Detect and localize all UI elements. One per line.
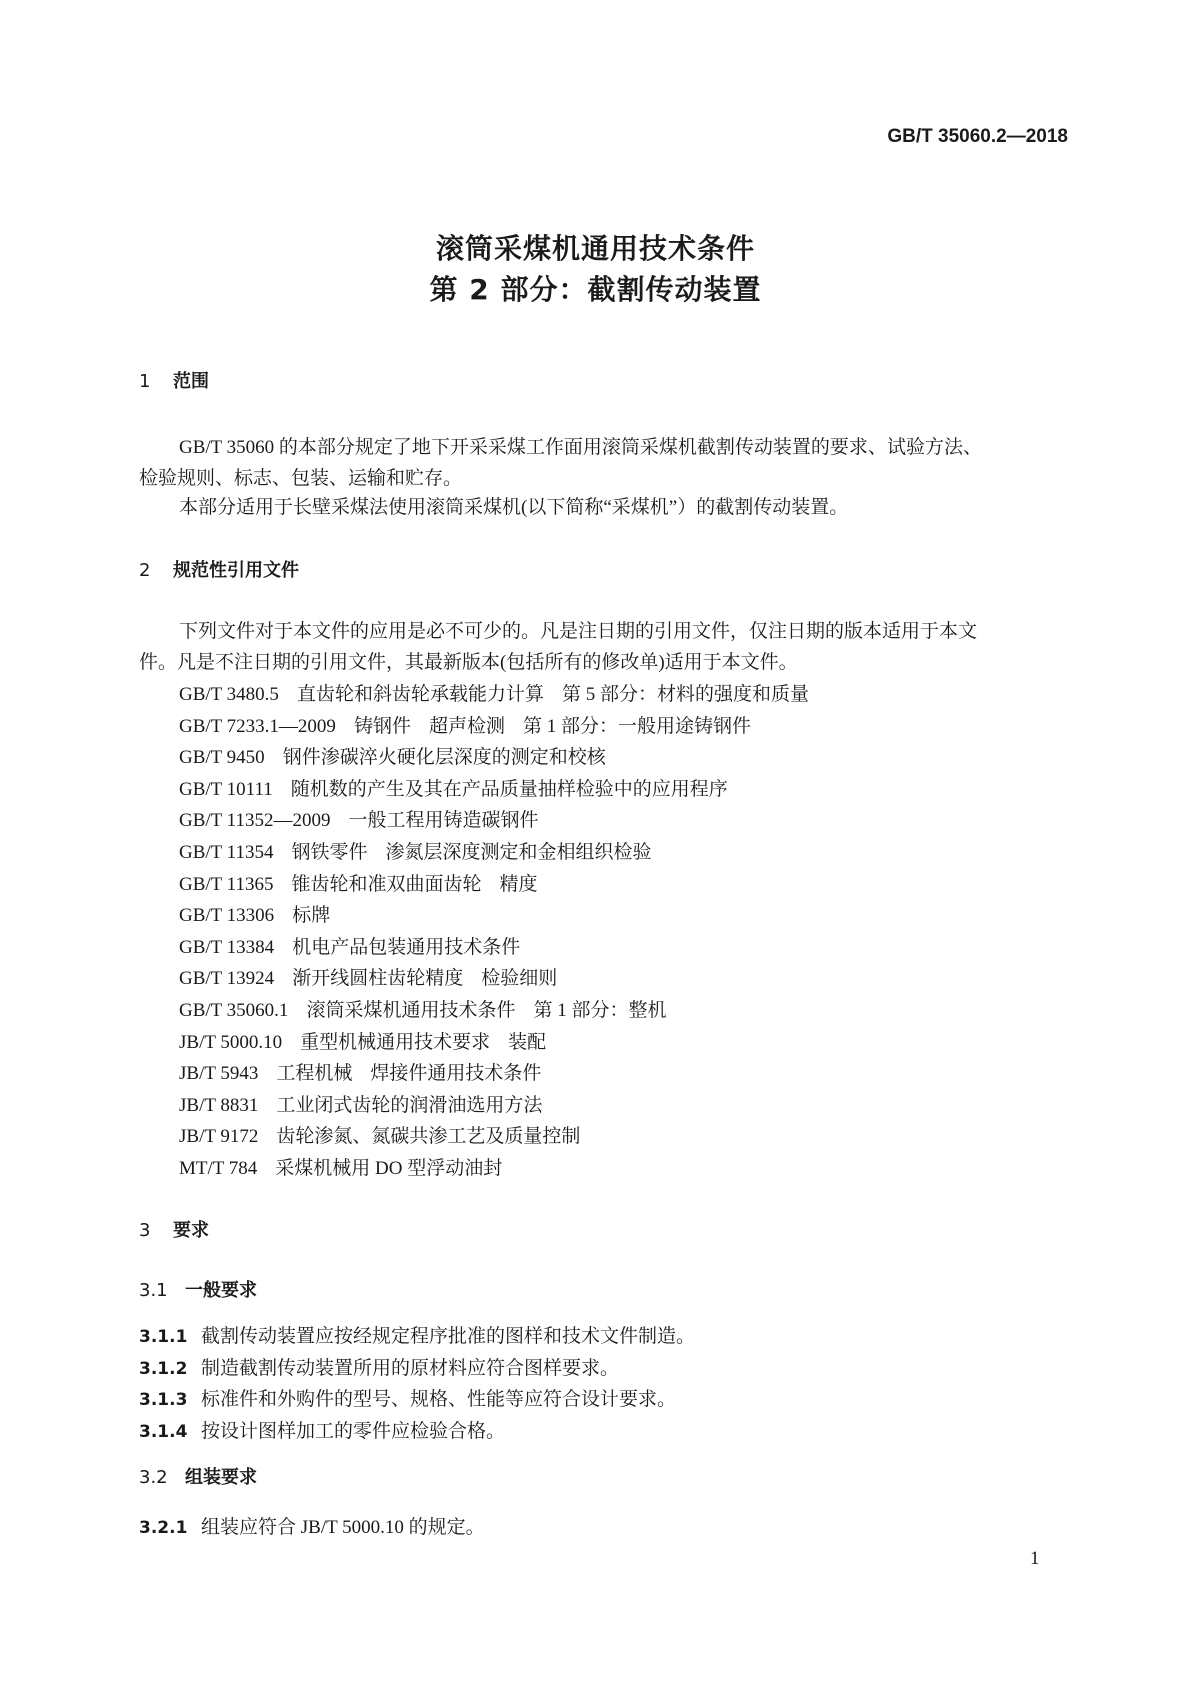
reference-code: GB/T 11365	[179, 873, 274, 895]
clause-text: 截割传动装置应按经规定程序批准的图样和技术文件制造。	[201, 1326, 696, 1347]
reference-code: GB/T 3480.5	[179, 684, 279, 705]
clause-item	[139, 1420, 505, 1444]
reference-title: 铸钢件	[353, 715, 411, 737]
reference-title: 重型机械通用技术要求	[300, 1031, 491, 1053]
reference-title: 直齿轮和斜齿轮承载能力计算	[296, 684, 544, 705]
subsection-3-2-heading	[139, 1466, 257, 1490]
reference-title: 渗氮层深度测定和金相组织检验	[385, 842, 652, 863]
clause-text: 组装应符合 JB/T 5000.10 的规定。	[201, 1517, 485, 1538]
reference-item	[179, 683, 827, 707]
reference-title: 机电产品包装通用技术条件	[292, 936, 521, 958]
reference-code: GB/T 9450	[179, 747, 265, 769]
paragraph-line: 检验规则、标志、包装、运输和贮存。	[139, 468, 463, 489]
paragraph-line: GB/T 35060 的本部分规定了地下开采采煤工作面用滚筒采煤机截割传动装置的要求、试验方法、	[179, 437, 982, 458]
section-title: 规范性引用文件	[173, 560, 299, 581]
section-title: 组装要求	[185, 1467, 257, 1488]
reference-title: 随机数的产生及其在产品质量抽样检验中的应用程序	[290, 778, 728, 800]
page-number: 1	[1030, 1548, 1040, 1569]
reference-title: 第 1 部分：一般用途铸钢件	[522, 715, 751, 737]
reference-item	[179, 809, 557, 833]
reference-title: 第 1 部分：整机	[533, 1000, 667, 1021]
clause-item	[139, 1516, 485, 1540]
document-subtitle: 第 2 部分：截割传动装置	[429, 273, 762, 306]
reference-item	[179, 873, 556, 897]
reference-title: 钢件渗碳淬火硬化层深度的测定和校核	[282, 747, 606, 769]
reference-item	[179, 746, 624, 770]
reference-item	[179, 1157, 520, 1181]
clause-item	[139, 1388, 676, 1412]
section-number: 3.1	[139, 1280, 168, 1301]
reference-item	[179, 999, 684, 1023]
section-number: 2	[139, 560, 151, 581]
reference-item	[179, 715, 769, 739]
reference-item	[179, 841, 670, 865]
section-number: 3.2	[139, 1467, 168, 1488]
reference-item	[179, 904, 348, 928]
paragraph-line: 下列文件对于本文件的应用是必不可少的。凡是注日期的引用文件，仅注日期的版本适用于本文	[179, 621, 978, 642]
clause-number: 3.1.3	[139, 1390, 188, 1411]
reference-title: 钢铁零件	[291, 842, 368, 863]
clause-item	[139, 1357, 619, 1381]
clause-number: 3.2.1	[139, 1518, 188, 1538]
section-title: 一般要求	[185, 1280, 257, 1301]
reference-code: GB/T 13924	[179, 968, 275, 990]
clause-number: 3.1.4	[139, 1421, 188, 1442]
reference-code: JB/T 5000.10	[179, 1031, 283, 1053]
reference-title: 齿轮渗氮、氮碳共渗工艺及质量控制	[276, 1126, 581, 1148]
reference-item	[179, 967, 575, 991]
reference-title: 装配	[508, 1031, 547, 1053]
reference-item	[179, 936, 538, 960]
reference-code: GB/T 11354	[179, 842, 274, 863]
reference-title: 超声检测	[428, 715, 505, 737]
clause-number: 3.1.1	[139, 1327, 188, 1347]
reference-title: 第 5 部分：材料的强度和质量	[561, 684, 809, 705]
clause-item	[139, 1325, 695, 1349]
reference-item	[179, 1031, 564, 1055]
reference-title: 采煤机械用 DO 型浮动油封	[275, 1158, 503, 1179]
section-title: 范围	[173, 371, 209, 392]
clause-text: 标准件和外购件的型号、规格、性能等应符合设计要求。	[201, 1389, 677, 1411]
section-number: 1	[139, 371, 151, 392]
reference-title: 精度	[499, 873, 538, 895]
reference-code: GB/T 11352—2009	[179, 810, 331, 832]
section-3-heading	[139, 1219, 209, 1243]
reference-title: 工程机械	[276, 1063, 353, 1085]
reference-code: GB/T 13306	[179, 905, 275, 927]
paragraph-line: 本部分适用于长壁采煤法使用滚筒采煤机(以下简称“采煤机”）的截割传动装置。	[179, 497, 849, 518]
clause-text: 按设计图样加工的零件应检验合格。	[201, 1420, 506, 1442]
clause-number: 3.1.2	[139, 1358, 188, 1379]
reference-code: JB/T 5943	[179, 1063, 259, 1085]
section-number: 3	[139, 1220, 151, 1241]
reference-code: GB/T 35060.1	[179, 1000, 289, 1021]
section-1-heading	[139, 370, 209, 394]
reference-title: 标牌	[292, 905, 331, 927]
reference-code: MT/T 784	[179, 1158, 258, 1179]
reference-title: 焊接件通用技术条件	[370, 1063, 542, 1085]
reference-title: 工业闭式齿轮的润滑油选用方法	[276, 1094, 543, 1116]
subsection-3-1-heading	[139, 1279, 257, 1303]
reference-title: 检验细则	[481, 968, 558, 990]
reference-title: 渐开线圆柱齿轮精度	[292, 968, 464, 990]
paragraph-line: 件。凡是不注日期的引用文件，其最新版本(包括所有的修改单)适用于本文件。	[139, 652, 798, 673]
reference-title: 一般工程用铸造碳钢件	[348, 810, 539, 832]
reference-item	[179, 778, 746, 802]
clause-text: 制造截割传动装置所用的原材料应符合图样要求。	[201, 1357, 620, 1379]
reference-title: 滚筒采煤机通用技术条件	[306, 1000, 516, 1021]
section-title: 要求	[173, 1220, 209, 1241]
document-title: 滚筒采煤机通用技术条件	[435, 232, 755, 265]
reference-code: JB/T 9172	[179, 1126, 259, 1148]
reference-title: 锥齿轮和准双曲面齿轮	[291, 873, 482, 895]
reference-code: JB/T 8831	[179, 1094, 259, 1116]
reference-code: GB/T 13384	[179, 936, 275, 958]
reference-item	[179, 1094, 560, 1118]
section-2-heading	[139, 559, 299, 583]
reference-item	[179, 1062, 559, 1086]
reference-code: GB/T 10111	[179, 778, 273, 800]
reference-item	[179, 1125, 598, 1149]
standard-number-header: GB/T 35060.2—2018	[887, 126, 1068, 147]
reference-code: GB/T 7233.1—2009	[179, 715, 336, 737]
